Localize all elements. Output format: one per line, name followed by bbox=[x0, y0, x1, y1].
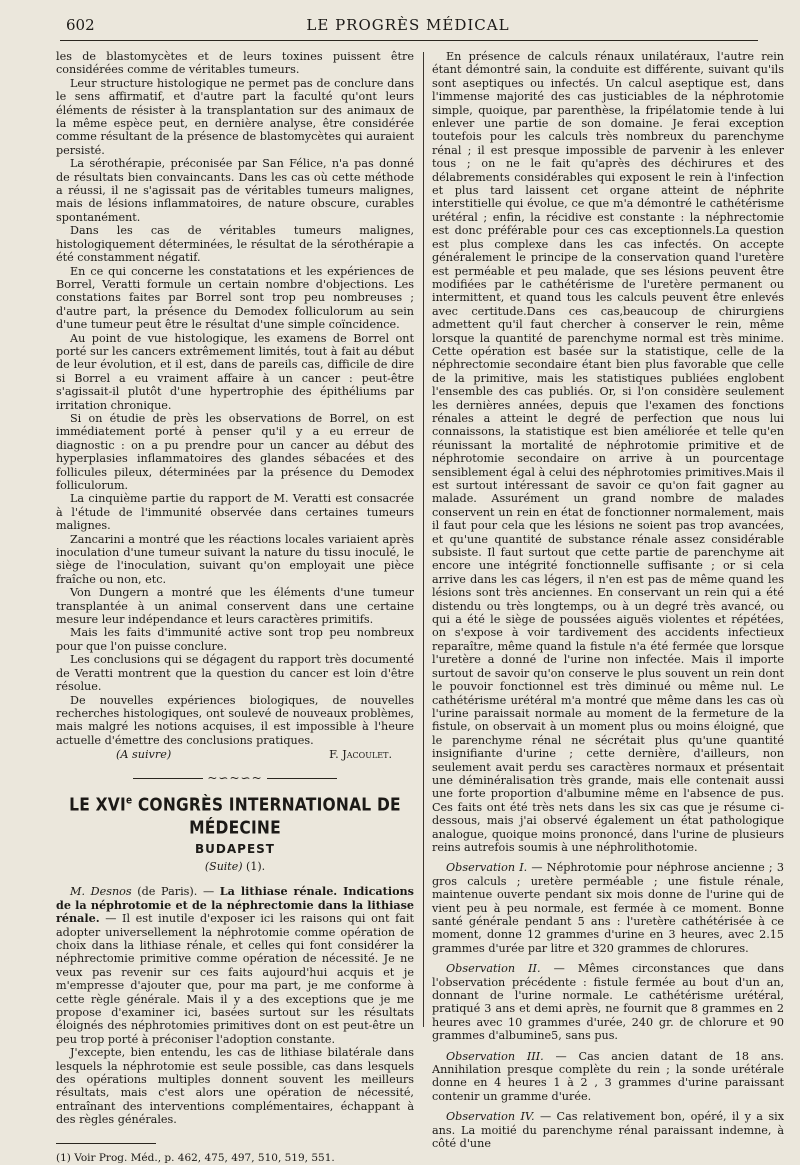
paragraph: La sérothérapie, préconisée par San Félice, n'a pas donné de résultats bien convaincants. Dans les cas où cette méthode a réussi, il ne s'agissait pas de véritables tumeurs malignes, mais de lésions inflammatoires, de nature obscure, curables spontanément. bbox=[56, 157, 414, 224]
heading-prefix: LE XVI bbox=[69, 794, 126, 816]
observation-label: Observation I. bbox=[446, 861, 528, 875]
section-heading bbox=[56, 790, 414, 840]
paragraph: Mais les faits d'immunité active sont trop peu nombreux pour que l'on puisse conclure. bbox=[56, 626, 414, 653]
observation-label: Observation III. bbox=[446, 1049, 544, 1063]
article-author-place: (de Paris). — bbox=[131, 885, 220, 899]
author-signature: F. Jacoulet. bbox=[329, 748, 392, 762]
paragraph: En ce qui concerne les constatations et les expériences de Borrel, Veratti formule un certain nombre d'objections. Les constations faites par Borrel sont trop peu nombreuses ; d'autre part, la présence du Demodex folliculorum au sein d'une tumeur peut être le résultat d'une simple coïncidence. bbox=[56, 264, 414, 332]
paragraph: Les conclusions qui se dégagent du rapport très documenté de Veratti montrent que la question du cancer est loin d'être résolue. bbox=[56, 653, 414, 694]
footnote-rule bbox=[56, 1143, 156, 1144]
suite-line bbox=[56, 860, 414, 873]
paragraph: Dans les cas de véritables tumeurs malignes, histologiquement déterminées, le résultat de la sérothérapie a été constamment négatif. bbox=[56, 224, 414, 265]
suite-ref: (1). bbox=[242, 860, 266, 874]
page-number: 602 bbox=[66, 16, 95, 34]
heading-rest: CONGRÈS INTERNATIONAL DE MÉDECINE bbox=[132, 794, 401, 839]
observation-text: — Cas relativement bon, opéré, il y a six ans. La moitié du parenchyme rénal paraissant indemne, à côté d'une bbox=[432, 1110, 785, 1151]
observation-text: — Néphrotomie pour néphrose ancienne ; 3 gros calculs ; uretère perméable ; une fistule rénale, maintenue ouverte pendant six mois donne de l'urine qui de vient peu à peu normale, est fermée à ce moment. Bonne santé générale pendant 5 ans : l'uretère cathétérisée à ce moment, donne 12 grammes d'urine en 3 heures, avec 2.15 grammes d'urée par litre et 320 grammes de chlorures. bbox=[432, 861, 784, 955]
observation-label: Observation II. bbox=[446, 962, 541, 976]
column-divider bbox=[423, 52, 424, 1027]
journal-title: LE PROGRÈS MÉDICAL bbox=[306, 16, 510, 34]
paragraph: Au point de vue histologique, les examens de Borrel ont porté sur les cancers extrêmement limités, tout à fait au début de leur évolution, et il est, dans de pareils cas, difficile de dire si Borrel a eu vraiment affaire à un cancer : peut-être s'agissait-il plutôt d'une hypertrophie des épithéliums par irritation chronique. bbox=[56, 331, 414, 412]
observation-text: — Mêmes circonstances que dans l'observation précédente : fistule fermée au bout d'un an, donnant de l'urine normale. Le cathétérisme urétéral, pratiqué 3 ans et demi après, ne fournit que 8 grammes en 2 heures avec 10 grammes d'urée, 240 gr. de chlorure et 90 grammes d'albumine5, sans pus. bbox=[432, 962, 784, 1043]
to-be-continued: (A suivre) bbox=[116, 748, 172, 762]
observation bbox=[432, 962, 784, 1042]
footnote: (1) Voir Prog. Méd., p. 462, 475, 497, 510, 519, 551. bbox=[56, 1151, 335, 1164]
article-lead: — Il est inutile d'exposer ici les raisons qui ont fait adopter universellement la néphrotomie comme opération de choix dans la lithiase rénale, et celles qui font considérer la néphrectomie primitive comme opération de nécessité. Je ne veux pas revenir sur ces faits aujourd'hui acquis et je m'empresse d'ajouter que, pour ma part, je me conforme à cette règle générale. Mais il y a des exceptions que je me propose d'examiner ici, basées surtout sur les résultats éloignés des néphrotomies primitives dont on est peut-être un peu trop porté à préconiser l'adoption constante. bbox=[56, 912, 414, 1046]
observation bbox=[432, 861, 784, 955]
ornament-divider: ~∽~∽~ bbox=[56, 771, 414, 785]
paragraph: Leur structure histologique ne permet pas de conclure dans le sens affirmatif, et d'autre part la faculté qu'ont leurs éléments de résister à la transplantation sur des animaux de la même espèce peut, en dernière analyse, être considérée comme résultant de la présence de blastomycètes qui auraient persisté. bbox=[56, 76, 414, 157]
observation-text: — Cas ancien datant de 18 ans. Annihilation presque complète du rein ; la sonde urétérale donne en 4 heures 1 à 2 , 3 grammes d'urine paraissant contenir un gramme d'urée. bbox=[432, 1049, 784, 1103]
observation-label: Observation IV. bbox=[446, 1110, 535, 1124]
suite-label: (Suite) bbox=[204, 860, 243, 874]
article-author: M. Desnos bbox=[70, 885, 132, 899]
right-column bbox=[432, 50, 784, 1151]
article-title: La lithiase rénale. Indications de la néphrotomie et de la néphrectomie dans la lithiase rénale. bbox=[56, 884, 414, 926]
city-heading: BUDAPEST bbox=[195, 842, 275, 857]
page-header bbox=[66, 12, 750, 38]
paragraph: Von Dungern a montré que les éléments d'une tumeur transplantée à un animal conservent dans une certaine mesure leur indépendance et leurs caractères primitifs. bbox=[56, 586, 414, 627]
signature-line bbox=[56, 747, 414, 762]
observation bbox=[432, 1110, 784, 1150]
paragraph: Zancarini a montré que les réactions locales variaient après inoculation d'une tumeur suivant la nature du tissu inoculé, le siège de l'inoculation, suivant qu'on employait une pièce fraîche ou non, etc. bbox=[56, 532, 414, 586]
paragraph: De nouvelles expériences biologiques, de nouvelles recherches histologiques, ont soulevé de nouveaux problèmes, mais malgré les notions acquises, il est impossible à l'heure actuelle d'émettre des conclusions pratiques. bbox=[56, 693, 414, 747]
paragraph: J'excepte, bien entendu, les cas de lithiase bilatérale dans lesquels la néphrotomie est seule possible, cas dans lesquels des opérations multiples donnent souvent les meilleurs résultats, mais c'est alors une opération de nécessité, entraînant des interventions complémentaires, échappant à des règles générales. bbox=[56, 1046, 414, 1127]
left-column bbox=[56, 50, 414, 1165]
paragraph: En présence de calculs rénaux unilatéraux, l'autre rein étant démontré sain, la conduite est différente, suivant qu'ils sont aseptiques ou infectés. Un calcul aseptique est, dans l'immense majorité des cas justiciables de la néphrotomie simple, quoique, par parenthèse, la fripélatomie tende à lui enlever une partie de son domaine. Je ferai exception toutefois pour les calculs très nombreux du parenchyme rénal ; il est presque impossible de parvenir à les enlever tous ; on ne le fait qu'après des déchirures et des délabrements considérables qui exposent le rein à l'infection et plus tard laissent cet organe atteint de néphrite interstitielle qui évolue, ce que m'a démontré le cathétérisme urétéral ; enfin, la récidive est constante : la néphrectomie est donc préférable pour ces cas exceptionnels.La question est plus complexe dans les cas infectés. On accepte généralement le principe de la conservation quand l'uretère est perméable et peu malade, que ses lésions peuvent être modifiées par le cathétérisme de l'uretère permanent ou intermittent, et quand tous les calculs peuvent être enlevés avec certitude.Dans ces cas,beaucoup de chirurgiens admettent qu'il faut chercher à conserver le rein, même lorsque la quantité de parenchyme normal est très minime. Cette opération est basée sur la statistique, celle de la néphrectomie secondaire étant bien plus favorable que celle de la primitive, mais les statistiques publiées englobent l'ensemble des cas publiés. Or, si l'on considère seulement les dernières années, depuis que l'examen des fonctions rénales a atteint le degré de perfection que nous lui connaissons, la statistique est bien améliorée et telle qu'en réunissant la mortalité de néphrotomie primitive et de néphrotomie secondaire on arrive à un pourcentage sensiblement égal à celui des néphrotomies primitives.Mais il est surtout intéressant de savoir ce qu'on fait gagner au malade. Assurément un grand nombre de malades conservent un rein en état de fonctionner normalement, mais il faut pour cela que les lésions ne soient pas trop avancées, et qu'une quantité de substance rénale assez considérable subsiste. Il faut surtout que cette partie de parenchyme ait encore une intégrité fonctionnelle suffisante ; or si cela arrive dans les cas légers, il n'en est pas de même quand les lésions sont très anciennes. En conservant un rein qui a été distendu ou très longtemps, ou à un degré très avancé, ou qui a été le siège de poussées aiguës violentes et répétées, on s'expose à voir tardivement des accidents infectieux reparaître, même quand la fistule n'a été fermée que lorsque l'uretère a donné de l'urine non infectée. Mais il importe surtout de savoir qu'on conserve le plus souvent un rein dont le pouvoir fonctionnel est très diminué ou même nul. Le cathétérisme urétéral m'a montré que même dans les cas où l'urine paraissait normale au moment de la fermeture de la fistule, on observait à un moment plus ou moins éloigné, que le parenchyme rénal ne sécrétait plus qu'une quantité insignifiante d'urine ; cette dernière, d'ailleurs, non seulement avait perdu ses caractères normaux et présentait une déminéralisation très grande, mais elle contenait aussi une forte proportion d'albumine même en l'absence de pus. Ces faits ont été très nets dans les six cas que je résume ci-dessous, mais j'ai observé également un état pathologique analogue, quoique moins prononcé, dans l'urine de plusieurs reins autrefois soumis à une néphrolithotomie. bbox=[432, 50, 784, 854]
header-rule bbox=[60, 40, 758, 41]
paragraph: La cinquième partie du rapport de M. Veratti est consacrée à l'étude de l'immunité observée dans certaines tumeurs malignes. bbox=[56, 492, 414, 533]
heading-superscript: e bbox=[125, 795, 133, 808]
paragraph: les de blastomycètes et de leurs toxines puissent être considérées comme de véritables tumeurs. bbox=[56, 50, 414, 77]
observation bbox=[432, 1050, 784, 1104]
paragraph: Si on étudie de près les observations de Borrel, on est immédiatement porté à penser qu'il y a eu erreur de diagnostic : on a pu prendre pour un cancer au début des hyperplasies inflammatoires des glandes sébacées et des follicules pileux, déterminées par la présence du Demodex folliculorum. bbox=[56, 411, 414, 492]
article-lead-paragraph bbox=[56, 885, 414, 1046]
